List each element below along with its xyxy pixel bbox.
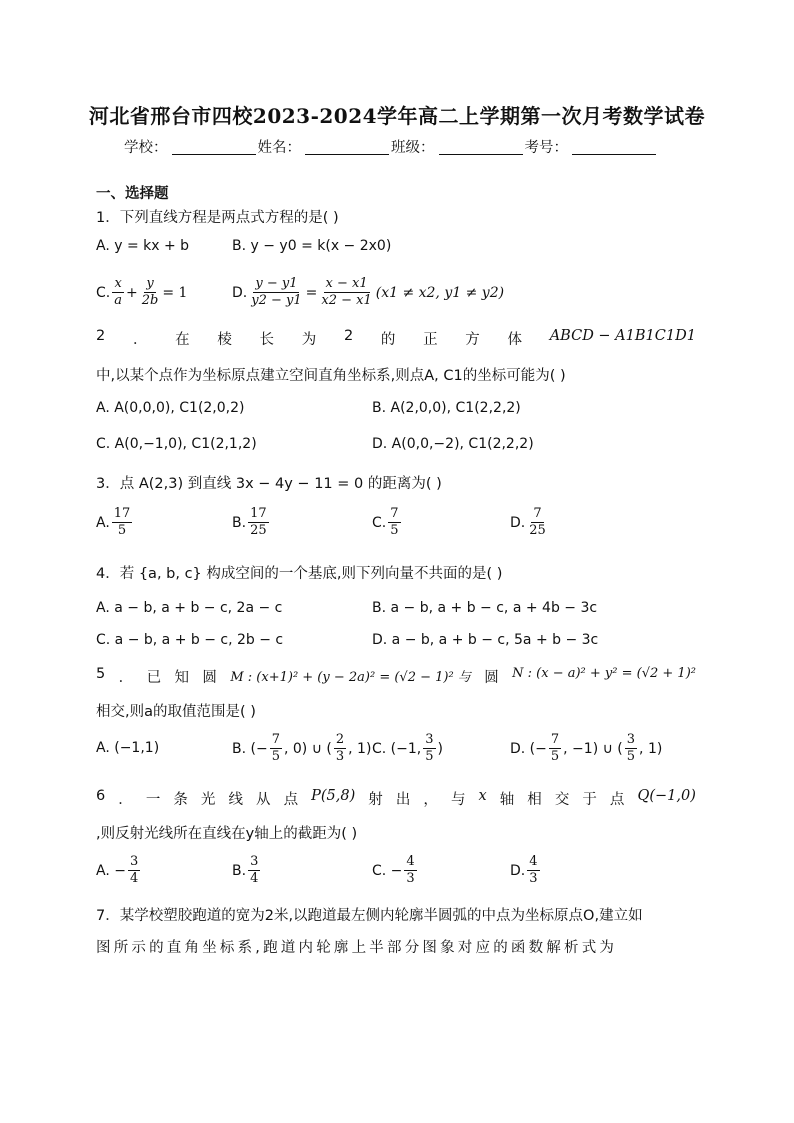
- q6-word: 6: [96, 788, 106, 804]
- q5-b-prefix: B. (−: [232, 740, 268, 757]
- q1-c-frac2-num: y: [146, 276, 154, 291]
- q1-c-prefix: C.: [96, 284, 111, 301]
- q6-word: 于: [582, 792, 597, 808]
- q2-word: 长: [259, 332, 275, 348]
- q2-word: 的: [380, 332, 396, 348]
- q5-c-tail: ): [437, 740, 443, 757]
- q1-c-frac1-num: x: [114, 276, 122, 291]
- q5-option-b[interactable]: [232, 732, 371, 765]
- q2-word: 棱: [217, 332, 232, 348]
- q3-a-num: 17: [113, 506, 131, 521]
- q2-word: 在: [175, 332, 190, 348]
- q6-word: 射: [368, 792, 383, 808]
- q6-c-den: 3: [406, 871, 415, 886]
- exam-title: 河北省邢台市四校2023-2024学年高二上学期第一次月考数学试卷: [88, 104, 706, 128]
- q2-word: 2: [96, 328, 106, 344]
- q3-a-den: 5: [117, 523, 127, 538]
- q1-c-frac1: [112, 276, 124, 309]
- q1-c-tail: = 1: [162, 284, 188, 301]
- q5-c-prefix: C. (−1,: [372, 740, 422, 757]
- q6-a-den: 4: [129, 871, 139, 886]
- q5-d-den2: 5: [626, 749, 636, 764]
- q6-word: ．: [118, 792, 133, 808]
- q3-b-label: B.: [232, 514, 247, 531]
- q2-option-c[interactable]: C. A(0,−1,0), C1(2,1,2): [96, 436, 257, 452]
- q2-line1: [96, 328, 696, 349]
- section-heading: 一、选择题: [96, 186, 169, 202]
- q5-d-prefix: D. (−: [510, 740, 547, 757]
- q1-d-frac1-den: y2 − y1: [251, 293, 302, 308]
- q6-c-num: 4: [406, 854, 415, 869]
- q5-d-num2: 3: [626, 732, 636, 747]
- q1-option-a[interactable]: A. y = kx + b: [96, 238, 190, 254]
- q3-option-d[interactable]: [510, 506, 550, 539]
- q1-d-frac1: [249, 276, 303, 309]
- school-label: 学校：: [124, 140, 168, 156]
- q6-option-a[interactable]: [96, 854, 142, 887]
- q3-option-a[interactable]: [96, 506, 134, 539]
- q6-word: 交: [554, 792, 570, 808]
- name-label: 姓名：: [257, 140, 301, 156]
- name-blank[interactable]: [305, 139, 389, 155]
- q6-word: ，: [423, 792, 438, 808]
- q3-b-num: 17: [250, 506, 267, 521]
- q6-d-num: 4: [529, 854, 538, 869]
- q5-line1: [96, 666, 696, 687]
- q5-line2: 相交,则a的取值范围是( ): [96, 704, 256, 720]
- q7-line2: 图所示的直角坐标系,跑道内轮廓上半部分图象对应的函数解析式为: [96, 940, 618, 956]
- q5-b-den1: 5: [271, 749, 280, 764]
- q2-word: 为: [301, 332, 317, 348]
- q5-b-mid: , 0) ∪ (: [283, 740, 332, 757]
- q6-option-c[interactable]: [372, 854, 419, 887]
- q6-word: 从: [256, 792, 271, 808]
- number-label: 考号：: [524, 140, 568, 156]
- q6-word: 相: [527, 792, 542, 808]
- q3-b-den: 25: [250, 523, 267, 538]
- q4-option-d[interactable]: D. a − b, a + b − c, 5a + b − 3c: [372, 632, 599, 648]
- q6-word: 条: [173, 792, 188, 808]
- q6-line1: [96, 788, 696, 809]
- q5-word: 知: [174, 670, 189, 686]
- q5-word: 圆: [484, 670, 499, 686]
- q6-word: 与: [450, 792, 466, 808]
- q5-d-den1: 5: [550, 749, 560, 764]
- q2-option-b[interactable]: B. A(2,0,0), C1(2,2,2): [372, 400, 521, 416]
- q5-circle-m: M : (x+1)² + (y − 2a)² = (√2 − 1)² 与: [230, 670, 471, 685]
- q2-word: 方: [465, 332, 480, 348]
- q5-word: 5: [96, 666, 106, 682]
- q5-word: 已: [146, 670, 162, 686]
- q5-option-c[interactable]: [372, 732, 443, 765]
- q1-option-c[interactable]: C. $\frac{x}{a}$ + $\frac{y}{2b}$ = 1: [96, 276, 188, 308]
- q6-word: 出: [395, 792, 411, 808]
- q2-option-a[interactable]: A. A(0,0,0), C1(2,0,2): [96, 400, 245, 416]
- q1-c-frac2-den: 2b: [141, 293, 159, 308]
- q1-option-b[interactable]: B. y − y0 = k(x − 2x0): [232, 238, 392, 254]
- q6-line2: ,则反射光线所在直线在y轴上的截距为( ): [96, 826, 358, 842]
- q4-option-b[interactable]: B. a − b, a + b − c, a + 4b − 3c: [372, 600, 598, 616]
- q1-d-prefix: D.: [232, 284, 248, 301]
- q3-c-label: C.: [372, 514, 387, 531]
- q6-word: 光: [200, 792, 216, 808]
- q6-b-label: B.: [232, 862, 247, 879]
- q6-option-d[interactable]: [510, 854, 542, 887]
- q6-word: 一: [145, 792, 161, 808]
- q3-a-label: A.: [96, 514, 110, 531]
- q5-circle-n: N : (x − a)² + y² = (√2 + 1)²: [512, 666, 696, 681]
- q2-word: 2: [343, 328, 354, 344]
- q2-cube-name: ABCD − A1B1C1D1: [549, 328, 696, 344]
- q1-option-d[interactable]: D. $\frac{y - y1}{y2 - y1}$ = $\frac{x - x1}{x2 - x1}$ (x1 ≠ x2, y1 ≠ y2): [232, 276, 505, 308]
- q4-option-a[interactable]: A. a − b, a + b − c, 2a − c: [96, 600, 283, 616]
- q1-stem: 1．下列直线方程是两点式方程的是( ): [96, 210, 339, 226]
- q6-a-label: A. −: [96, 862, 126, 879]
- q4-option-c[interactable]: C. a − b, a + b − c, 2b − c: [96, 632, 284, 648]
- q3-d-num: 7: [533, 506, 542, 521]
- q6-d-label: D.: [510, 862, 526, 879]
- q2-option-d[interactable]: D. A(0,0,−2), C1(2,2,2): [372, 436, 534, 452]
- q6-word: 轴: [499, 792, 515, 808]
- q3-stem: 3．点 A(2,3) 到直线 3x − 4y − 11 = 0 的距离为( ): [96, 476, 442, 492]
- q3-c-den: 5: [390, 523, 399, 538]
- q1-d-frac2-den: x2 − x1: [321, 293, 372, 308]
- q5-d-mid: , −1) ∪ (: [563, 740, 623, 757]
- q1-d-frac2-num: x − x1: [325, 276, 368, 291]
- q5-word: 圆: [202, 670, 217, 686]
- q2-word: 正: [423, 332, 438, 348]
- q1-d-frac1-num: y − y1: [255, 276, 298, 291]
- school-blank[interactable]: [172, 139, 256, 155]
- q1-c-frac2: [140, 276, 161, 309]
- q3-option-c[interactable]: [372, 506, 403, 539]
- q5-c-den: 5: [425, 749, 434, 764]
- q5-d-tail: , 1): [639, 740, 663, 757]
- q6-word: 点: [283, 792, 299, 808]
- q2-word: ．: [132, 332, 148, 348]
- q6-b-den: 4: [250, 871, 259, 886]
- q3-c-num: 7: [390, 506, 399, 521]
- q5-b-tail: , 1): [348, 740, 372, 757]
- number-blank[interactable]: [572, 139, 656, 155]
- q1-d-tail: (x1 ≠ x2, y1 ≠ y2): [375, 284, 505, 301]
- class-blank[interactable]: [439, 139, 523, 155]
- student-info-row: [124, 136, 658, 157]
- q5-word: ．: [118, 670, 134, 686]
- q1-d-frac2: [319, 276, 373, 309]
- q6-point-p: P(5,8): [311, 788, 356, 804]
- q6-b-num: 3: [250, 854, 259, 869]
- q6-option-b[interactable]: [232, 854, 262, 887]
- q6-word: x: [478, 788, 487, 804]
- q7-line1: 7．某学校塑胶跑道的宽为2米,以跑道最左侧内轮廓半圆弧的中点为坐标原点O,建立如: [96, 908, 643, 924]
- q6-point-q: Q(−1,0): [637, 788, 696, 804]
- q2-word: 体: [507, 332, 522, 348]
- q5-option-a[interactable]: A. (−1,1): [96, 740, 160, 756]
- q6-word: 线: [228, 792, 243, 808]
- q2-line2: 中,以某个点作为坐标原点建立空间直角坐标系,则点A, C1的坐标可能为( ): [96, 368, 566, 384]
- q1-c-frac1-den: a: [114, 293, 122, 308]
- q5-c-num: 3: [425, 732, 434, 747]
- q3-d-label: D.: [510, 514, 526, 531]
- q5-b-num2: 2: [335, 732, 345, 747]
- q5-d-num1: 7: [550, 732, 560, 747]
- q5-b-num1: 7: [271, 732, 280, 747]
- q5-b-den2: 3: [335, 749, 345, 764]
- q4-stem: 4．若 {a, b, c} 构成空间的一个基底,则下列向量不共面的是( ): [96, 566, 503, 582]
- q5-option-d[interactable]: [510, 732, 662, 765]
- q6-word: 点: [609, 792, 625, 808]
- class-label: 班级：: [391, 140, 435, 156]
- q3-option-b[interactable]: [232, 506, 271, 539]
- q6-c-label: C. −: [372, 862, 403, 879]
- q6-d-den: 3: [529, 871, 538, 886]
- q3-d-den: 25: [529, 523, 546, 538]
- q6-a-num: 3: [129, 854, 139, 869]
